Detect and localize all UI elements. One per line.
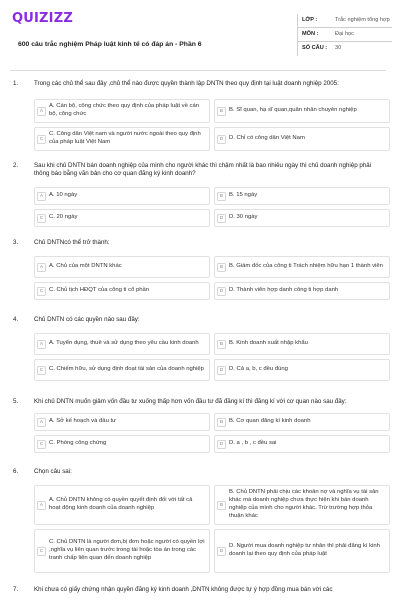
worksheet-header [10, 11, 390, 72]
option-letter: D [217, 214, 226, 223]
option-c[interactable] [34, 359, 210, 381]
option-letter: D [217, 287, 226, 296]
option-text: A. Tuyển dụng, thuê và sử dụng theo yêu cầu kinh doanh [49, 340, 199, 347]
option-b[interactable] [214, 99, 390, 123]
question-text: Khi chưa có giấy chứng nhận quyền đăng ký kinh doanh ,DNTN không được tự ý hợp đồng mua bán với các [34, 586, 333, 593]
option-text: A. 10 ngày [49, 192, 78, 199]
option-d[interactable] [214, 435, 390, 453]
question-number: 3. [13, 239, 19, 246]
option-a[interactable] [34, 256, 210, 278]
header-divider [10, 70, 386, 71]
option-letter: C [37, 135, 46, 144]
option-d[interactable] [214, 282, 390, 300]
option-text: A. Chủ DNTN không có quyền quyết định đối với tất cả hoạt động kinh doanh của doanh nghiệp [49, 497, 193, 511]
option-b[interactable] [214, 187, 390, 205]
option-text: B. Chủ DNTN phải chịu các khoản nợ và nghĩa vụ tài sản khác mà doanh nghiệp chưa thực hiện khi bán doanh nghiệp của mình cho người khác. Trừ trường hợp thỏa thuận khác [229, 489, 379, 519]
option-text: D. Cả a, b, c đều đúng [229, 366, 288, 373]
option-letter: C [37, 547, 46, 556]
document-title: 600 câu trắc nghiệm Pháp luật kinh tế có đáp án - Phần 6 [18, 41, 202, 48]
option-c[interactable] [34, 529, 210, 573]
option-b[interactable] [214, 413, 390, 431]
option-letter: A [37, 340, 46, 349]
quizizz-logo: QUIZIZZ [12, 11, 73, 26]
option-letter: A [37, 107, 46, 116]
meta-value: 30 [335, 45, 342, 52]
option-b[interactable] [214, 256, 390, 278]
option-text: B. Cơ quan đăng kí kinh doanh [229, 418, 311, 425]
option-letter: A [37, 501, 46, 510]
option-c[interactable] [34, 209, 210, 227]
question-text: Khi chủ DNTN muốn giảm vốn đầu tư xuống thấp hơn vốn đầu tư đã đăng kí thì đăng kí với cơ quan nào sau đây: [34, 398, 347, 405]
option-letter: A [37, 192, 46, 201]
option-letter: C [37, 366, 46, 375]
option-d[interactable] [214, 127, 390, 151]
option-text: B. 15 ngày [229, 192, 258, 199]
option-a[interactable] [34, 99, 210, 123]
question-number: 6. [13, 468, 19, 475]
meta-row-class [298, 14, 392, 28]
meta-label: SỐ CÂU : [302, 45, 328, 52]
meta-value: Đại học [335, 30, 354, 37]
option-c[interactable] [34, 282, 210, 300]
option-letter: D [217, 547, 226, 556]
option-d[interactable] [214, 359, 390, 381]
option-letter: B [217, 418, 226, 427]
option-letter: D [217, 440, 226, 449]
meta-label: MÔN : [302, 30, 319, 37]
option-letter: C [37, 287, 46, 296]
option-text: D. a , b , c đều sai [229, 440, 277, 447]
option-c[interactable] [34, 435, 210, 453]
option-letter: D [217, 366, 226, 375]
option-letter: B [217, 107, 226, 116]
question-text: Sau khi chủ DNTN bán doanh nghiệp của mình cho người khác thì chậm nhất là bao nhiêu ngày thì chủ doanh nghiệp phải thông báo bằng văn bản cho cơ quan đăng ký kinh doanh? [34, 162, 372, 178]
option-b[interactable] [214, 485, 390, 525]
option-a[interactable] [34, 333, 210, 355]
option-text: B. Sĩ quan, hạ sĩ quan,quân nhân chuyên nghiệp [229, 107, 357, 114]
question-text: Chủ DNTN có các quyền nào sau đây: [34, 316, 140, 323]
option-text: C. Phòng công chứng [49, 440, 107, 447]
option-letter: A [37, 263, 46, 272]
option-a[interactable] [34, 187, 210, 205]
question-number: 5. [13, 398, 19, 405]
question-number: 4. [13, 316, 19, 323]
question-text: Chủ DNTNcó thể trở thành: [34, 239, 110, 246]
option-a[interactable] [34, 485, 210, 525]
option-text: A. Sở kế hoạch và đầu tư [49, 418, 117, 425]
option-b[interactable] [214, 333, 390, 355]
option-letter: B [217, 192, 226, 201]
meta-table [297, 14, 392, 56]
option-text: B. Giám đốc của công ti Trách nhiệm hữu hạn 1 thành viên [229, 263, 383, 270]
option-text: C. 20 ngày [49, 214, 78, 221]
option-text: C. Chủ tịch HĐQT của công ti cổ phần [49, 287, 150, 294]
question-number: 1. [13, 80, 19, 87]
meta-row-count [298, 42, 392, 56]
option-letter: D [217, 135, 226, 144]
option-text: D. Chỉ có công dân Việt Nam [229, 135, 305, 142]
option-d[interactable] [214, 209, 390, 227]
question-text: Trong các chủ thể sau đây ,chủ thể nào được quyền thành lập DNTN theo quy định tại luật doanh nghiệp 2005: [34, 80, 339, 87]
option-text: C. Chủ DNTN là người đơn,bị đơn hoặc người có quyền lợi ,nghĩa vụ liên quan trước trong tài hoặc tòa án trong các tranh chấp liên quan đến doanh nghiệp [49, 539, 205, 561]
option-text: A. Cán bộ, công chức theo quy định của pháp luật về cán bộ, công chức [49, 103, 200, 117]
question-number: 7. [13, 586, 19, 593]
option-text: A. Chủ của một DNTN khác [49, 263, 122, 270]
meta-label: LỚP : [302, 16, 318, 23]
question-number: 2. [13, 162, 19, 169]
meta-row-subject [298, 28, 392, 42]
option-a[interactable] [34, 413, 210, 431]
option-text: B. Kinh doanh xuất nhập khẩu [229, 340, 308, 347]
option-letter: B [217, 340, 226, 349]
option-letter: A [37, 418, 46, 427]
option-letter: B [217, 263, 226, 272]
option-d[interactable] [214, 529, 390, 573]
question-text: Chọn câu sai: [34, 468, 72, 475]
option-letter: C [37, 440, 46, 449]
option-letter: C [37, 214, 46, 223]
option-text: D. Người mua doanh nghiệp tư nhân thì phải đăng kí kinh doanh lại theo quy định của pháp luật [229, 543, 380, 557]
option-text: D. Thành viên hợp danh công ti hợp danh [229, 287, 339, 294]
option-text: D. 30 ngày [229, 214, 258, 221]
option-letter: B [217, 501, 226, 510]
option-text: C. Công dân Việt nam và người nước ngoài theo quy định của pháp luật Việt Nam [49, 131, 201, 145]
meta-value: Trắc nghiệm tổng hợp [335, 16, 390, 23]
option-text: C. Chiếm hữu, sử dụng định đoạt tài sản của doanh nghiệp [49, 366, 204, 373]
option-c[interactable] [34, 127, 210, 151]
